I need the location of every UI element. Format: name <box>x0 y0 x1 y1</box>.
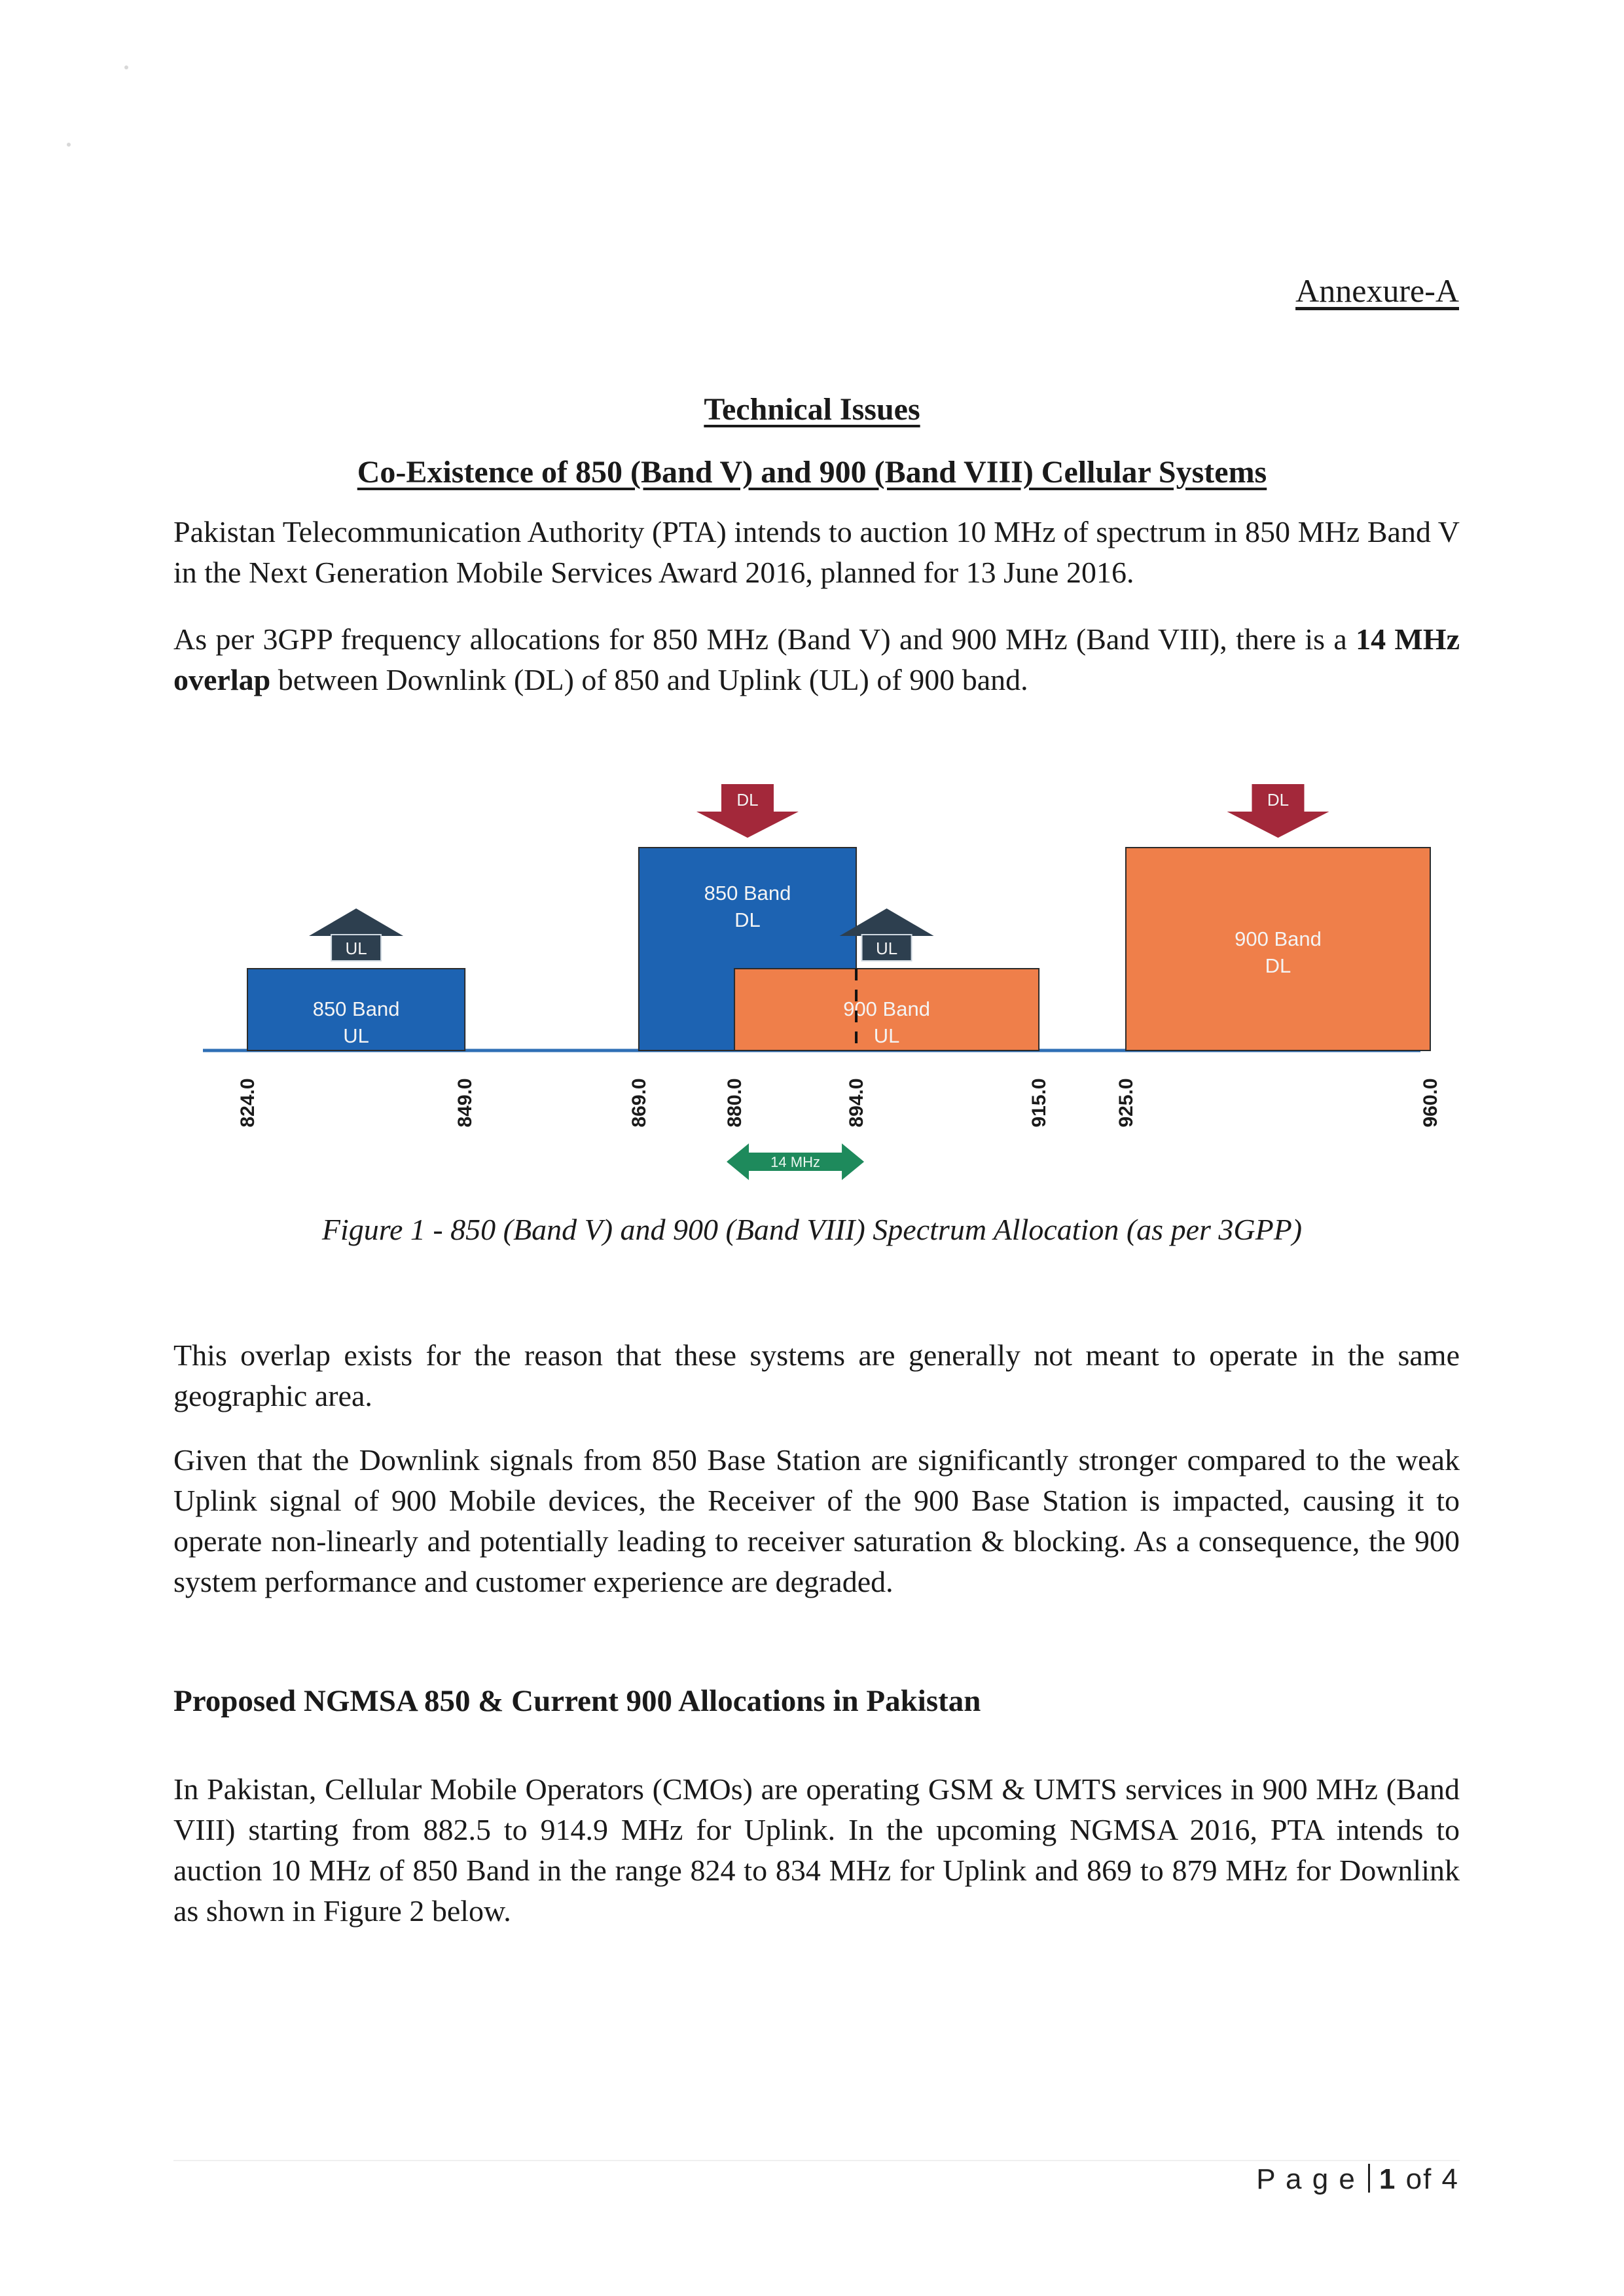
page-footer <box>1256 2163 1459 2196</box>
frequency-tick-label: 960.0 <box>1420 1078 1441 1128</box>
footer-page-total: of 4 <box>1396 2163 1459 2195</box>
frequency-tick-label: 849.0 <box>454 1078 477 1128</box>
scan-speck <box>124 65 128 69</box>
uplink-arrow-label: UL <box>345 939 367 958</box>
page-subtitle: Co-Existence of 850 (Band V) and 900 (Band VIII) Cellular Systems <box>357 455 1267 490</box>
paragraph-intro: Pakistan Telecommunication Authority (PTA) intends to auction 10 MHz of spectrum in 850 MHz Band V in the Next Generation Mobile Services Award 2016, planned for 13 June 2016. <box>173 515 1460 589</box>
footer-separator <box>1368 2164 1370 2193</box>
downlink-arrow-label: DL <box>736 790 759 810</box>
scan-speck <box>67 143 71 147</box>
footer-page-word: P a g e <box>1256 2163 1356 2195</box>
paragraph-impact: Given that the Downlink signals from 850 Base Station are significantly stronger compared to the weak Uplink signal of 900 Mobile devices, the Receiver of the 900 Base Station is impacted, causing it to operate non-linearly and potentially leading to receiver saturation & blocking. As a consequence, the 900 system performance and customer experience are degraded. <box>173 1443 1460 1598</box>
paragraph-allocations: In Pakistan, Cellular Mobile Operators (CMOs) are operating GSM & UMTS services in 900 MHz (Band VIII) starting from 882.5 to 914.9 MHz for Uplink. In the upcoming NGMSA 2016, PTA intends to auction 10 MHz of 850 Band in the range 824 to 834 MHz for Uplink and 869 to 879 MHz for Downlink as shown in Figure 2 below. <box>173 1772 1460 1928</box>
band-block-label: UL <box>873 1024 900 1047</box>
section-heading: Proposed NGMSA 850 & Current 900 Allocations in Pakistan <box>173 1684 981 1718</box>
spectrum-diagram <box>190 769 1447 1201</box>
downlink-arrow-head <box>1227 812 1329 838</box>
frequency-tick-label: 915.0 <box>1028 1078 1051 1128</box>
frequency-tick-label: 880.0 <box>724 1078 746 1128</box>
footer-page-number: 1 <box>1379 2163 1397 2195</box>
frequency-tick-label: 824.0 <box>237 1078 259 1128</box>
overlap-emphasis: 14 MHz overlap <box>173 622 1460 696</box>
band-block-label: DL <box>734 908 761 931</box>
footer-divider <box>173 2160 1460 2161</box>
band-block-label: UL <box>343 1024 369 1047</box>
page-title: Technical Issues <box>704 392 920 427</box>
spectrum-allocation-figure <box>190 769 1447 1201</box>
band-block-label: 900 Band <box>1235 927 1322 950</box>
paragraph-reason: This overlap exists for the reason that these systems are generally not meant to operate in the same geographic area. <box>173 1338 1460 1412</box>
frequency-tick-label: 869.0 <box>628 1078 650 1128</box>
overlap-label: 14 MHz <box>770 1154 820 1170</box>
band-block-label: 850 Band <box>312 997 400 1020</box>
frequency-tick-label: 925.0 <box>1115 1078 1137 1128</box>
figure-caption: Figure 1 - 850 (Band V) and 900 (Band VIII) Spectrum Allocation (as per 3GPP) <box>321 1213 1303 1246</box>
downlink-arrow-label: DL <box>1267 790 1290 810</box>
uplink-arrow-label: UL <box>875 939 898 958</box>
paragraph-overlap: As per 3GPP frequency allocations for 850 MHz (Band V) and 900 MHz (Band VIII), there is a 14 MHz overlap between Downlink (DL) of 850 and Uplink (UL) of 900 band. <box>173 622 1460 696</box>
band-block-label: 850 Band <box>704 882 791 905</box>
band-block-label: 900 Band <box>843 997 930 1020</box>
downlink-arrow-head <box>696 812 799 838</box>
uplink-arrow-head <box>309 908 403 936</box>
band-block-label: DL <box>1265 954 1291 977</box>
annexure-label: Annexure-A <box>1295 272 1459 309</box>
frequency-tick-label: 894.0 <box>846 1078 868 1128</box>
